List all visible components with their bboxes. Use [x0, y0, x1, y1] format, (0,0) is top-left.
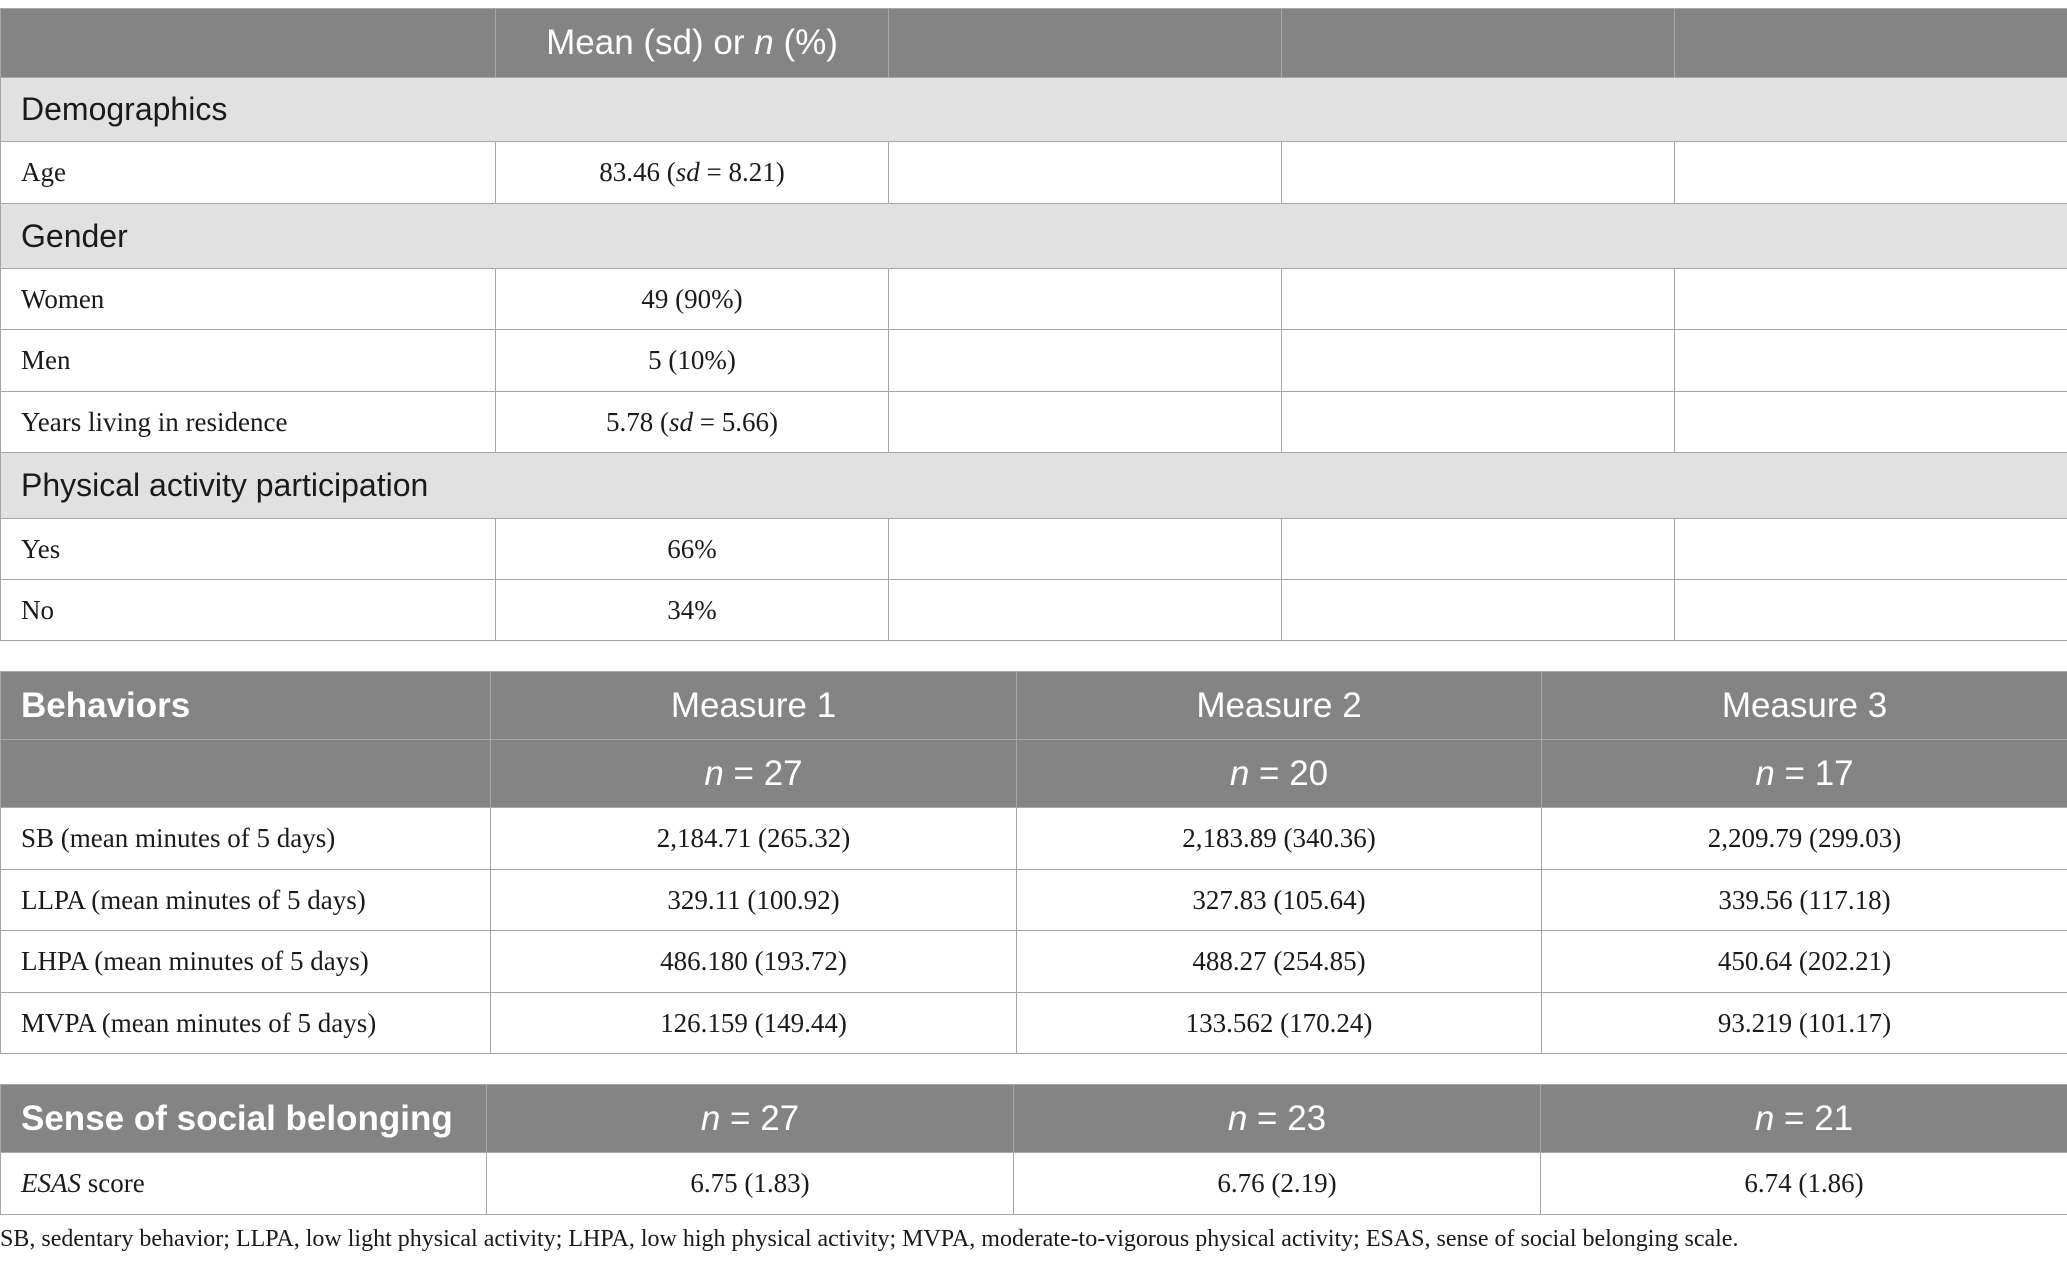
table-row	[1, 993, 2067, 1054]
row-value: 93.219 (101.17)	[1542, 993, 2067, 1054]
sample-size: n = 21	[1541, 1085, 2067, 1153]
row-label: Men	[1, 330, 496, 392]
empty-cell	[889, 392, 1282, 453]
row-value: 6.74 (1.86)	[1541, 1153, 2067, 1215]
row-value: 2,184.71 (265.32)	[491, 808, 1017, 870]
table-footnote: SB, sedentary behavior; LLPA, low light physical activity; LHPA, low high physical activity; MVPA, moderate-to-vigorous physical activity; ESAS, sense of social belonging scale.	[0, 1226, 1739, 1252]
row-value: 133.562 (170.24)	[1017, 993, 1542, 1054]
empty-cell	[1675, 269, 2067, 330]
table-row	[1, 870, 2067, 931]
table1-header-mean: Mean (sd) or n (%)	[496, 9, 889, 78]
empty-cell	[1282, 580, 1675, 641]
measure-header: Measure 2	[1017, 672, 1542, 740]
social-belonging-title: Sense of social belonging	[1, 1085, 487, 1153]
empty-cell	[1675, 142, 2067, 204]
empty-cell	[1282, 519, 1675, 580]
table-row	[1, 330, 2067, 392]
row-value: 329.11 (100.92)	[491, 870, 1017, 931]
empty-cell	[1282, 142, 1675, 204]
row-label: ESAS score	[1, 1153, 487, 1215]
behaviors-title: Behaviors	[1, 672, 491, 740]
sample-size: n = 27	[487, 1085, 1014, 1153]
empty-cell	[1282, 330, 1675, 392]
table1-header-empty	[1675, 9, 2067, 78]
table-row	[1, 931, 2067, 993]
empty-cell	[1675, 519, 2067, 580]
measure-header: Measure 1	[491, 672, 1017, 740]
row-label: LLPA (mean minutes of 5 days)	[1, 870, 491, 931]
row-value: 83.46 (sd = 8.21)	[496, 142, 889, 204]
row-label: No	[1, 580, 496, 641]
row-value: 49 (90%)	[496, 269, 889, 330]
section-row	[1, 453, 2067, 519]
empty-cell	[1282, 392, 1675, 453]
empty-cell	[1675, 330, 2067, 392]
row-value: 6.75 (1.83)	[487, 1153, 1014, 1215]
row-label: Yes	[1, 519, 496, 580]
row-value: 34%	[496, 580, 889, 641]
behaviors-table	[0, 671, 2067, 1054]
row-value: 5 (10%)	[496, 330, 889, 392]
section-title: Demographics	[1, 78, 2067, 142]
row-value: 488.27 (254.85)	[1017, 931, 1542, 993]
empty-cell	[889, 142, 1282, 204]
row-value: 126.159 (149.44)	[491, 993, 1017, 1054]
table-row	[1, 519, 2067, 580]
table-row	[1, 269, 2067, 330]
section-row	[1, 204, 2067, 269]
table2-n-row	[1, 740, 2067, 808]
empty-cell	[889, 519, 1282, 580]
social-belonging-table	[0, 1084, 2067, 1215]
table-row	[1, 392, 2067, 453]
empty-cell	[1675, 580, 2067, 641]
table1-header-row	[1, 9, 2067, 78]
row-value: 66%	[496, 519, 889, 580]
empty-cell	[889, 269, 1282, 330]
row-value: 450.64 (202.21)	[1542, 931, 2067, 993]
row-label: MVPA (mean minutes of 5 days)	[1, 993, 491, 1054]
row-value: 2,183.89 (340.36)	[1017, 808, 1542, 870]
table1-header-empty	[1282, 9, 1675, 78]
demographics-table	[0, 8, 2067, 641]
row-label: Age	[1, 142, 496, 204]
row-value: 5.78 (sd = 5.66)	[496, 392, 889, 453]
row-value: 327.83 (105.64)	[1017, 870, 1542, 931]
empty-cell	[889, 580, 1282, 641]
table-row	[1, 580, 2067, 641]
table-row	[1, 142, 2067, 204]
row-label: Years living in residence	[1, 392, 496, 453]
section-row	[1, 78, 2067, 142]
table-row	[1, 808, 2067, 870]
row-value: 486.180 (193.72)	[491, 931, 1017, 993]
row-label: LHPA (mean minutes of 5 days)	[1, 931, 491, 993]
empty-cell	[889, 330, 1282, 392]
row-value: 6.76 (2.19)	[1014, 1153, 1541, 1215]
row-label: SB (mean minutes of 5 days)	[1, 808, 491, 870]
table1-header-empty	[889, 9, 1282, 78]
table1-header-empty	[1, 9, 496, 78]
empty-cell	[1675, 392, 2067, 453]
sample-size: n = 27	[491, 740, 1017, 808]
sample-size: n = 17	[1542, 740, 2067, 808]
row-label: Women	[1, 269, 496, 330]
table3-header-row	[1, 1085, 2067, 1153]
measure-header: Measure 3	[1542, 672, 2067, 740]
table-row	[1, 1153, 2067, 1215]
sample-size: n = 23	[1014, 1085, 1541, 1153]
empty-cell	[1282, 269, 1675, 330]
row-value: 339.56 (117.18)	[1542, 870, 2067, 931]
table2-header-row	[1, 672, 2067, 740]
row-value: 2,209.79 (299.03)	[1542, 808, 2067, 870]
empty-header-cell	[1, 740, 491, 808]
section-title: Gender	[1, 204, 2067, 269]
sample-size: n = 20	[1017, 740, 1542, 808]
section-title: Physical activity participation	[1, 453, 2067, 519]
